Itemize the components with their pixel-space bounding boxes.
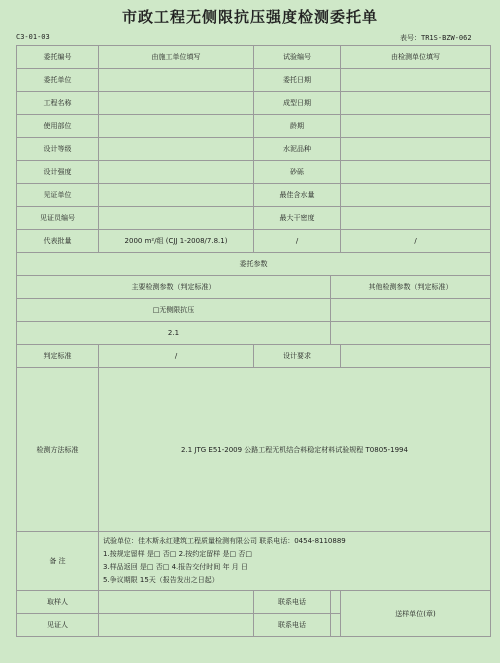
entrust-date-field[interactable] <box>341 69 491 92</box>
other-param-clause <box>331 322 491 345</box>
table-row <box>17 184 491 207</box>
remarks-content <box>99 532 491 591</box>
max-density-field[interactable] <box>341 207 491 230</box>
client-label: 委托单位 <box>17 69 99 92</box>
witness-no-field[interactable] <box>99 207 254 230</box>
witness-phone-field[interactable] <box>331 614 341 637</box>
design-grade-label: 设计等级 <box>17 138 99 161</box>
table-row <box>17 591 491 614</box>
other-params-header: 其他检测参数（判定标准） <box>331 276 491 299</box>
remarks-label: 备 注 <box>17 532 99 591</box>
entrust-no-label: 委托编号 <box>17 46 99 69</box>
witness-field[interactable] <box>99 614 254 637</box>
max-density-label: 最大干密度 <box>254 207 341 230</box>
design-strength-field[interactable] <box>99 161 254 184</box>
sand-label: 砂砾 <box>254 161 341 184</box>
design-req-field[interactable] <box>341 345 491 368</box>
table-row <box>17 138 491 161</box>
method-value[interactable]: 2.1 JTG E51-2009 公路工程无机结合料稳定材料试验规程 T0805-1994 <box>99 368 491 532</box>
mold-date-field[interactable] <box>341 92 491 115</box>
params-header: 委托参数 <box>17 253 491 276</box>
project-label: 工程名称 <box>17 92 99 115</box>
batch-label: 代表批量 <box>17 230 99 253</box>
age-field[interactable] <box>341 115 491 138</box>
doc-code: C3-01-03 <box>16 33 50 41</box>
design-req-label: 设计要求 <box>254 345 341 368</box>
main-param-clause: 2.1 <box>17 322 331 345</box>
cement-label: 水泥品种 <box>254 138 341 161</box>
sampler-phone-field[interactable] <box>331 591 341 614</box>
entrust-no-field[interactable]: 由施工单位填写 <box>99 46 254 69</box>
receiver-unit-label: 送样单位(章) <box>341 591 491 637</box>
batch-col4: / <box>341 230 491 253</box>
remarks-line-2: 1.按规定留样 是□ 否□ 2.按约定留样 是□ 否□ <box>103 550 252 558</box>
table-row <box>17 345 491 368</box>
remarks-line-3: 3.样品返回 是□ 否□ 4.报告交付时间 年 月 日 <box>103 563 248 571</box>
witness-unit-label: 见证单位 <box>17 184 99 207</box>
table-row <box>17 276 491 299</box>
table-row <box>17 207 491 230</box>
witness-phone-label: 联系电话 <box>254 614 331 637</box>
judgment-label: 判定标准 <box>17 345 99 368</box>
batch-field[interactable]: 2000 m²/组 (CJJ 1-2008/7.8.1) <box>99 230 254 253</box>
table-row <box>17 299 491 322</box>
method-label: 检测方法标准 <box>17 368 99 532</box>
table-row <box>17 69 491 92</box>
table-row <box>17 46 491 69</box>
sampler-phone-label: 联系电话 <box>254 591 331 614</box>
witness-unit-field[interactable] <box>99 184 254 207</box>
table-row <box>17 253 491 276</box>
test-no-field[interactable]: 由检测单位填写 <box>341 46 491 69</box>
table-row <box>17 115 491 138</box>
design-grade-field[interactable] <box>99 138 254 161</box>
project-field[interactable] <box>99 92 254 115</box>
table-row <box>17 532 491 591</box>
table-row <box>17 161 491 184</box>
judgment-value[interactable]: / <box>99 345 254 368</box>
cement-field[interactable] <box>341 138 491 161</box>
main-param-item[interactable]: □无侧限抗压 <box>17 299 331 322</box>
witness-label: 见证人 <box>17 614 99 637</box>
sampler-label: 取样人 <box>17 591 99 614</box>
batch-col3: / <box>254 230 341 253</box>
mold-date-label: 成型日期 <box>254 92 341 115</box>
sand-field[interactable] <box>341 161 491 184</box>
age-label: 龄期 <box>254 115 341 138</box>
witness-no-label: 见证员编号 <box>17 207 99 230</box>
remarks-line-1: 试验单位：佳木斯永红建筑工程质量检测有限公司 联系电话：0454-8110889 <box>103 537 346 545</box>
form-number: 表号：TR1S-BZW-062 <box>400 34 472 42</box>
entrust-date-label: 委托日期 <box>254 69 341 92</box>
part-field[interactable] <box>99 115 254 138</box>
entrust-form-table <box>16 45 491 637</box>
table-row <box>17 322 491 345</box>
main-params-header: 主要检测参数（判定标准） <box>17 276 331 299</box>
design-strength-label: 设计强度 <box>17 161 99 184</box>
test-no-label: 试验编号 <box>254 46 341 69</box>
other-param-item[interactable] <box>331 299 491 322</box>
opt-water-label: 最佳含水量 <box>254 184 341 207</box>
table-row <box>17 368 491 532</box>
part-label: 使用部位 <box>17 115 99 138</box>
table-row <box>17 230 491 253</box>
remarks-line-4: 5.争议期限 15天（报告发出之日起） <box>103 576 219 584</box>
opt-water-field[interactable] <box>341 184 491 207</box>
sampler-field[interactable] <box>99 591 254 614</box>
client-field[interactable] <box>99 69 254 92</box>
page-title: 市政工程无侧限抗压强度检测委托单 <box>121 8 378 26</box>
table-row <box>17 92 491 115</box>
